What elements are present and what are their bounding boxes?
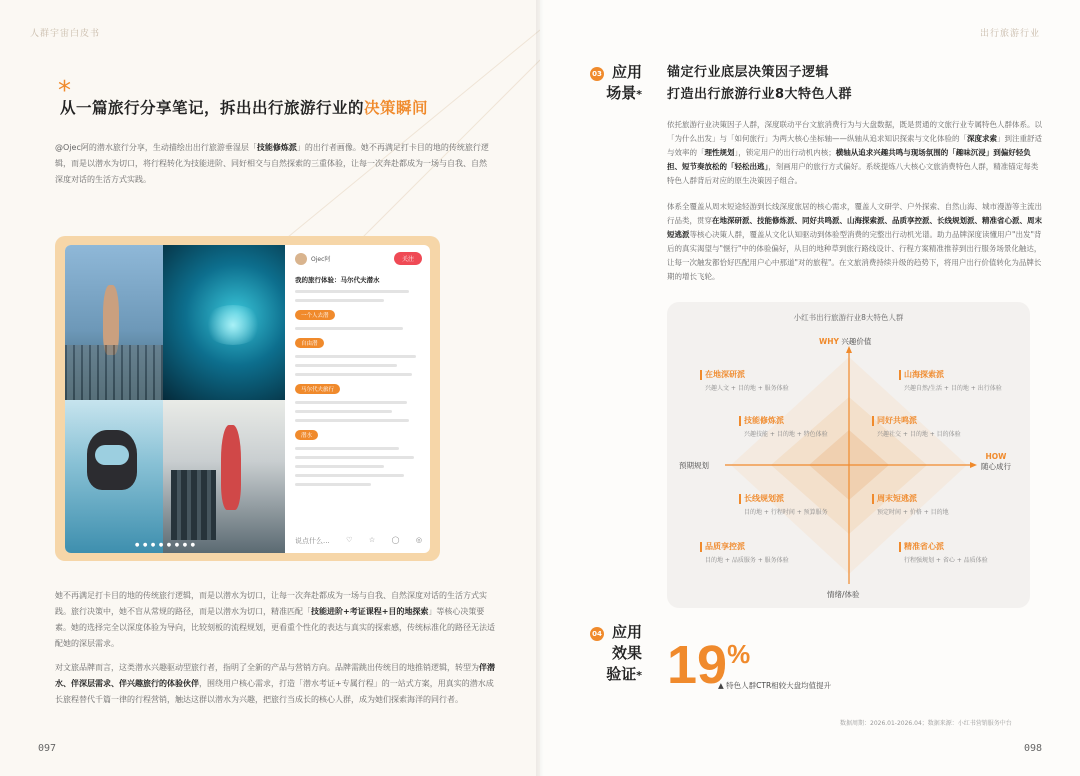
share-icon[interactable]: ◎	[415, 536, 422, 544]
post-text-line	[295, 355, 416, 358]
photo-underwater-fish	[163, 245, 285, 400]
post-text-line	[295, 364, 397, 367]
paragraph-2: 体系全覆盖从周末短途轻游到长线深度旅居的核心需求，覆盖人文研学、户外探索、自然山海、城市漫游等主流出行品类，贯穿在地深研派、技能修炼派、同好共鸣派、山海探索派、品质享控派、长线规划派、精准省心派、周末短逃派等核心决策人群，覆盖从文化认知驱动到体验型消费的完整出行动机光谱。助力品牌深度读懂用户"出发"背后的真实渴望与"惬行"中的体验偏好，从目的地种草到旅行路线设计、行程方案精准推荐到出行服务场景化触达，让每一次触发都恰好匹配用户心中那道"对的旅程"。在文旅消费持续升级的趋势下，将用户出行价值转化为品牌长期的增长飞轮。	[667, 202, 1042, 281]
persona-matrix	[667, 302, 1030, 608]
paragraph-1: 依托旅游行业决策因子人群，深度联动平台文旅消费行为与大盘数据，既是贯通的文旅行业专属特色人群体系。以「为什么出发」与「如何旅行」为两大核心坐标轴——纵轴从追求知识探索与文化体验的「深度求索」到注重舒适与效率的「理性规划」，锁定用户的出行动机内核；横轴从追求兴趣共鸣与现场氛围的「趣味沉浸」到偏好轻负担、短节奏放松的「轻松出逃」，刻画用户的旅行方式偏好。系统提炼八大核心文旅消费特色人群，精准锚定每类特色人群背后对应的原生决策因子组合。	[667, 120, 1042, 185]
axis-bottom-label: 情绪/体验	[827, 590, 860, 599]
data-source: 数据周期：2026.01-2026.04；数据来源：小红书营销服务中台	[840, 720, 1012, 727]
persona-node: 长线规划派 目的地 + 行程时间 + 预算服务	[739, 494, 851, 516]
axis-right-label: HOW 随心成行	[981, 452, 1011, 471]
comment-input[interactable]: 说点什么...	[295, 537, 330, 545]
post-action-bar	[295, 536, 422, 546]
post-text-line	[295, 483, 371, 486]
decor-star: *	[58, 76, 71, 106]
big-metric: 19%	[667, 635, 751, 695]
section-subtitle-2: 打造出行旅游行业8大特色人群	[667, 87, 853, 102]
follow-button[interactable]: 关注	[394, 252, 422, 265]
photo-diver-mask	[65, 400, 163, 553]
post-title: 我的旅行体验：马尔代夫潜水	[295, 276, 380, 284]
comment-icon[interactable]: ◯	[391, 536, 400, 544]
post-tag[interactable]: 一个人去潜	[295, 310, 335, 320]
section-number: 04	[590, 627, 604, 641]
post-text-line	[295, 401, 407, 404]
post-panel	[287, 245, 430, 553]
post-text-line	[295, 456, 414, 459]
post-tag[interactable]: 自由潜	[295, 338, 324, 348]
section-number: 03	[590, 67, 604, 81]
persona-node: 精准省心派 行程强规划 + 省心 + 品质体验	[899, 542, 1011, 564]
persona-node: 山海探索派 兴趣自然/生活 + 目的地 + 出行体验	[899, 370, 1011, 392]
intro-paragraph: @Ojec阿的潜水旅行分享，生动描绘出出行旅游垂湿层「技能修炼派」的出行者画像。她不再满足打卡目的地的传统旅行逻辑，而是以潜水为切口，将行程转化为技能进阶、同好相交与自然探索的三重体验，让每一次奔赴都成为一场与自我、自然深度对话的生活方式实践。	[55, 143, 489, 184]
body-paragraph-2: 对文旅品牌而言，这类潜水兴趣驱动型旅行者，指明了全新的产品与营销方向。品牌需跳出传统目的地推销逻辑，转型为伴潜水、伴深层需求、伴兴趣旅行的体验伙伴，围绕用户核心需求，打造「潜水考证+专属行程」的一站式方案，用真实的潜水成长旅程替代千篇一律的行程营销，触达这群以潜水为兴趣，把旅行当成长的核心人群，成为她们探索海洋的同行者。	[55, 663, 495, 704]
post-tag[interactable]: 马尔代夫旅行	[295, 384, 340, 394]
running-head: 人群宇宙白皮书	[30, 29, 101, 39]
section-subtitle-1: 锚定行业底层决策因子逻辑	[667, 65, 830, 80]
post-text-line	[295, 474, 404, 477]
persona-node: 在地深研派 兴趣人文 + 目的地 + 服务体验	[700, 370, 812, 392]
metric-note: ▲ 特色人群CTR相较大盘均值提升	[718, 681, 832, 690]
page-headline: 从一篇旅行分享笔记，拆出出行旅游行业的决策瞬间	[60, 99, 429, 117]
right-page	[540, 0, 1080, 776]
persona-node: 同好共鸣派 兴趣社交 + 目的地 + 目的体验	[872, 416, 984, 438]
post-username: Ojec阿	[311, 256, 331, 263]
post-text-line	[295, 447, 399, 450]
axis-top-label: WHY 兴趣价值	[819, 337, 872, 346]
persona-node: 品质享控派 目的地 + 品质服务 + 服务体验	[700, 542, 812, 564]
post-text-line	[295, 410, 392, 413]
post-tag[interactable]: 潜水	[295, 430, 318, 440]
page-number: 097	[38, 743, 57, 754]
post-text-line	[295, 465, 384, 468]
book-spine	[536, 0, 544, 776]
persona-node: 技能修炼派 兴趣技能 + 目的地 + 特色体验	[739, 416, 851, 438]
photo-diver-tanks	[163, 400, 285, 553]
post-screenshot	[65, 245, 430, 553]
collect-icon[interactable]: ☆	[368, 536, 376, 544]
avatar	[295, 253, 307, 265]
matrix-title: 小红书出行旅游行业8大特色人群	[793, 313, 904, 322]
body-paragraph-1: 她不再满足打卡目的地的传统旅行逻辑，而是以潜水为切口，让每一次奔赴都成为一场与自我、自然深度对话的生活方式实践。旅行决策中，她不盲从常规的路径，而是以潜水为切口，精准匹配「技能进阶+考证课程+目的地探索」等核心决策要素。她的选择完全以深度体验为导向，比较刻板的流程规划，更看重个性化的表达与真实的探索感，传统标准化的路径无法适配她的深层需求。	[55, 591, 495, 648]
carousel-dots: ● ● ● ● ● ● ● ●	[135, 542, 197, 548]
photo-diver-ladder	[65, 245, 163, 400]
post-screenshot-card	[55, 236, 440, 561]
page-number: 098	[1023, 743, 1042, 754]
like-icon[interactable]: ♡	[346, 536, 353, 544]
section-label-result: 应用 效果 验证*	[606, 623, 642, 683]
axis-left-label: 预期规划	[679, 461, 709, 470]
section-label-scenario: 应用 场景*	[606, 63, 642, 102]
running-head: 出行旅游行业	[979, 29, 1040, 39]
persona-node: 周末短逃派 预定时间 + 价格 + 目的地	[872, 494, 984, 516]
post-text-line	[295, 290, 409, 293]
